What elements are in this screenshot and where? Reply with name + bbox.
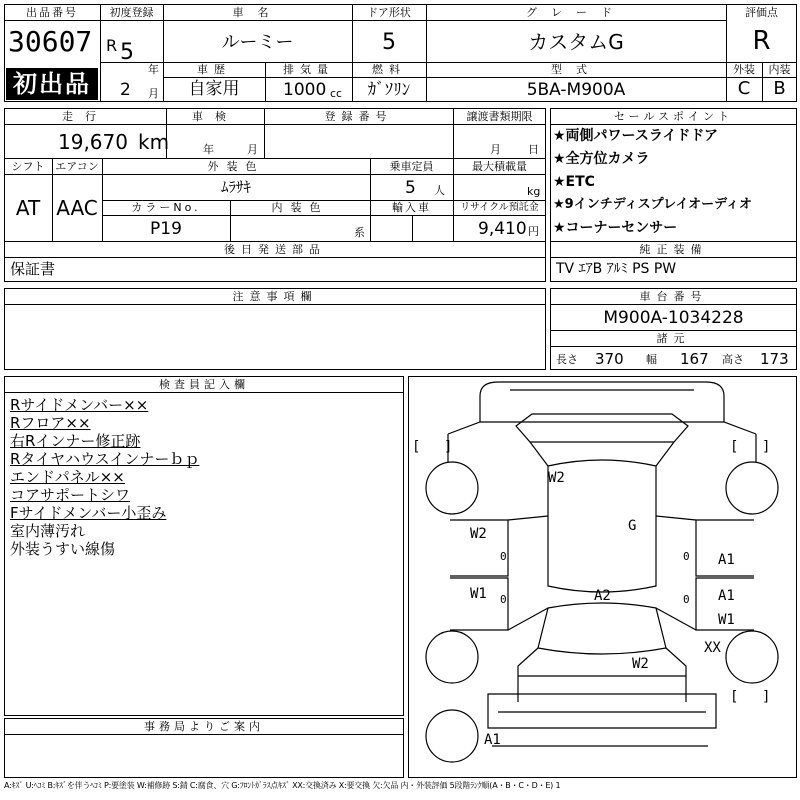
model-label: 型式 [551, 63, 601, 76]
sales-point: ★コーナーセンサー [553, 220, 678, 236]
damage-legend: A:ｷｽﾞ U:ﾍｺﾐ B:ｷｽﾞを伴うﾍｺﾐ P:要塗装 W:補修跡 S:錆 C:腐食、穴 G:ﾌﾛﾝﾄｶﾞﾗｽ点ｷｽﾞ XX:交換済み X:要交換 欠:欠品 内・外装評価 5段階ﾗﾝｸ順(A・B・C・D・E) 1 [4, 781, 561, 790]
recycle-label: リサイクル預託金 [460, 202, 539, 213]
exterior-color: ﾑﾗｻｷ [220, 178, 251, 196]
reg-month-unit: 月 [148, 87, 159, 100]
name-label: 車名 [232, 6, 283, 19]
disp-unit: cc [330, 87, 343, 100]
recycle-unit: 円 [528, 225, 539, 238]
damage-mark: W1 [470, 586, 487, 602]
displacement: 1000 [283, 80, 327, 100]
grade: カスタムG [528, 30, 624, 54]
grade-label: グレード [526, 6, 626, 19]
fuel-label: 燃料 [372, 63, 406, 76]
ac-label: エアコン [55, 160, 99, 173]
door-count: 5 [382, 30, 396, 55]
bracket-mark: [ [730, 689, 739, 705]
spec-label: 諸元 [656, 332, 691, 345]
damage-mark: W2 [548, 470, 565, 486]
history-label: 車歴 [197, 63, 231, 76]
car-outline [408, 376, 797, 778]
inspector-note: 室内薄汚れ [10, 522, 86, 540]
damage-mark: A1 [718, 552, 735, 568]
car-name: ルーミー [221, 32, 294, 53]
damage-mark: XX [704, 640, 721, 656]
reg-era: R [106, 36, 118, 55]
height-label: 高さ [722, 353, 744, 366]
damage-zero: 0 [683, 550, 690, 563]
rear-left-wheel [426, 631, 478, 683]
reg-year-unit: 年 [148, 63, 159, 76]
recycle-fee: 9,410 [478, 219, 527, 239]
inspector-note: 右Rインナー修正跡 [10, 432, 141, 450]
bracket-mark: ] [444, 439, 453, 455]
transfer-month-unit: 月 [490, 143, 501, 156]
sales-label: セールスポイント [613, 110, 733, 123]
width: 167 [680, 350, 709, 368]
shift-label: シフト [11, 160, 45, 173]
sales-point: ★ETC [553, 174, 595, 190]
width-label: 幅 [646, 353, 657, 366]
transfer-label: 譲渡書類期限 [466, 110, 533, 123]
load-label: 最大積載量 [472, 160, 527, 173]
first-listing-badge: 初出品 [6, 68, 98, 100]
inspector-label: 検査員記入欄 [159, 378, 249, 391]
fuel: ｶﾞｿﾘﾝ [367, 80, 411, 100]
door-label: ドア形状 [367, 6, 411, 19]
reg-label: 初度登録 [109, 6, 154, 19]
reg-month: 2 [120, 80, 131, 100]
load-unit: kg [527, 185, 541, 198]
interior-label: 内装色 [271, 201, 329, 214]
notes-label: 注意事項欄 [232, 290, 318, 303]
ext-label: 外装 [733, 63, 755, 76]
plate-label: 登録番号 [324, 110, 393, 123]
equipment-items: TV ｴｱB ｱﾙﾐ PS PW [556, 261, 677, 277]
inspector-note: エンドパネル×× [10, 468, 125, 486]
capacity-label: 乗車定員 [389, 160, 434, 173]
shift: AT [15, 196, 41, 220]
sales-point: ★両側パワースライドドア [553, 128, 719, 144]
chassis-label: 車台番号 [639, 290, 708, 303]
capacity-unit: 人 [434, 184, 445, 197]
import-label: 輸入車 [392, 201, 431, 214]
spare-wheel [426, 710, 478, 762]
damage-mark: G [628, 518, 637, 534]
inspector-note: Rフロア×× [10, 414, 91, 432]
damage-zero: 0 [500, 550, 507, 563]
chassis-number: M900A-1034228 [603, 308, 744, 328]
inspection-month-unit: 月 [247, 143, 258, 156]
bracket-mark: ] [762, 439, 771, 455]
disp-label: 排気量 [283, 63, 334, 76]
damage-mark: A2 [594, 588, 611, 604]
score-label: 評価点 [745, 6, 778, 19]
capacity: 5 [405, 178, 416, 198]
mileage: 19,670 [58, 130, 128, 154]
mileage-unit: km [138, 130, 170, 154]
height: 173 [760, 350, 789, 368]
mileage-label: 走行 [62, 110, 108, 123]
inspector-note: 外装うすい線傷 [10, 540, 116, 558]
model-code: 5BA-M900A [526, 80, 626, 100]
sales-point: ★9インチディスプレイオーディオ [553, 197, 753, 212]
rear-right-wheel [726, 631, 778, 683]
later-label: 後日発送部品 [224, 243, 326, 256]
front-right-wheel [726, 462, 778, 514]
damage-mark: A1 [484, 732, 501, 748]
inspector-note: Rサイドメンバー×× [10, 396, 149, 414]
damage-mark: W1 [718, 612, 735, 628]
inspector-note: コアサポートシワ [10, 486, 131, 504]
inspection-label: 車検 [192, 110, 238, 123]
damage-mark: A1 [718, 588, 735, 604]
history: 自家用 [188, 79, 240, 99]
bracket-mark: ] [762, 689, 771, 705]
length-label: 長さ [556, 353, 578, 366]
later-item: 保証書 [10, 260, 56, 278]
reg-year: 5 [120, 40, 134, 65]
bracket-mark: [ [730, 439, 739, 455]
inspector-notes [10, 396, 400, 558]
length: 370 [595, 350, 624, 368]
inspection-year-unit: 年 [203, 143, 214, 156]
front-left-wheel [426, 462, 478, 514]
color-label: 外装色 [207, 160, 265, 173]
bracket-mark: [ [412, 439, 421, 455]
damage-zero: 0 [683, 593, 690, 606]
inspector-note: Fサイドメンバー小歪み [10, 504, 167, 522]
office-label: 事務局よりご案内 [144, 720, 264, 733]
int-score: B [773, 78, 786, 99]
damage-zero: 0 [500, 593, 507, 606]
interior-suffix: 系 [354, 226, 365, 239]
color-number: P19 [150, 219, 182, 239]
overall-score: R [752, 26, 771, 56]
lot-number: 30607 [8, 25, 93, 58]
int-label: 内装 [768, 63, 791, 76]
damage-mark: W2 [470, 526, 487, 542]
lot-label: 出品番号 [26, 6, 78, 19]
ext-score: C [737, 78, 751, 99]
equipment-label: 純正装備 [639, 243, 708, 256]
colorno-label: カラーNo. [131, 201, 201, 214]
inspector-note: Rタイヤハウスインナーｂｐ [10, 450, 200, 468]
transfer-day-unit: 日 [528, 143, 539, 156]
damage-mark: W2 [632, 656, 649, 672]
sales-point: ★全方位カメラ [553, 151, 650, 167]
ac: AAC [56, 196, 98, 220]
